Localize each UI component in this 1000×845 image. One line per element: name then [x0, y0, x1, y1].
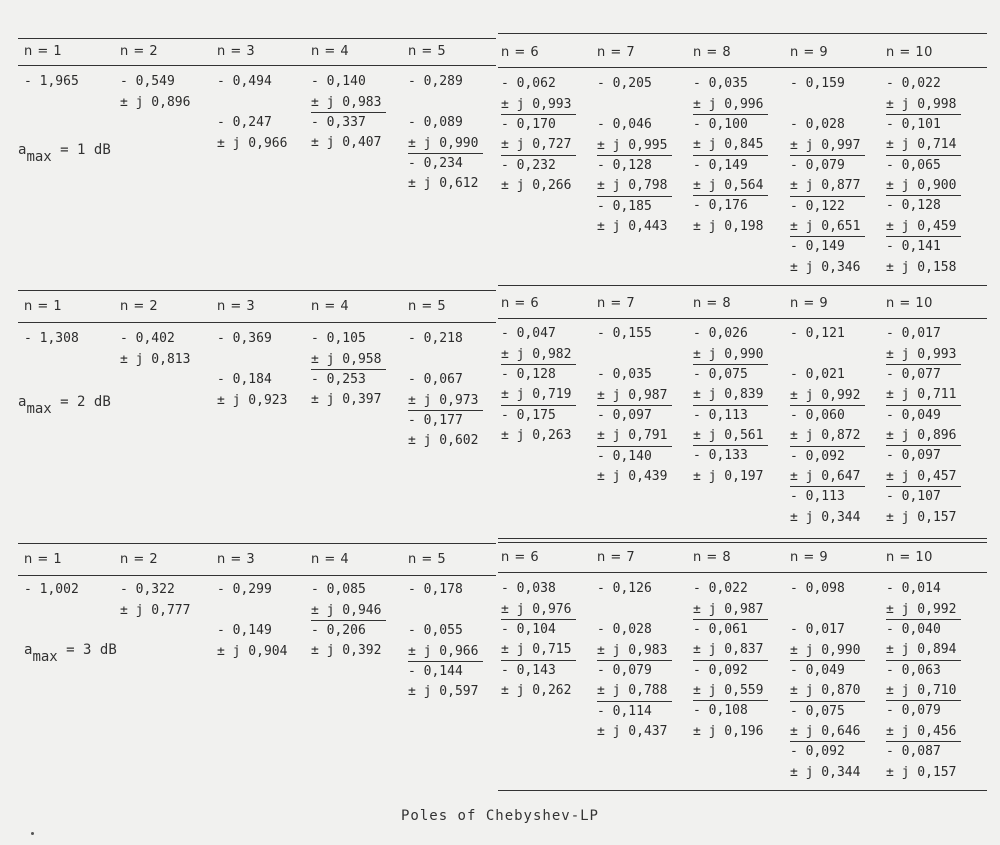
pole-imag-part: ± j 0,157 [886, 509, 957, 525]
column-header-n2: n = 2 [120, 552, 159, 567]
pole-real-part [217, 601, 287, 622]
column-header-n10: n = 10 [886, 296, 933, 311]
pole-imag-part: ± j 0,946 [311, 601, 386, 621]
pole-real-part: - 0,089 [408, 115, 463, 130]
pole-real-part: - 0,049 [790, 662, 845, 678]
pole-real-part: - 0,065 [886, 157, 941, 173]
pole-real-part: - 0,121 [790, 326, 845, 341]
pole-imag-part: ± j 0,993 [886, 345, 961, 365]
pole-column-n5 [408, 329, 483, 452]
pole-real-part: - 0,143 [501, 662, 556, 678]
pole-real-part: - 0,060 [790, 407, 845, 423]
table-caption: Poles of Chebyshev-LP [400, 808, 599, 824]
pole-imag-part: ± j 0,966 [217, 135, 288, 151]
pole-imag-part: ± j 0,904 [217, 643, 288, 659]
pole-real-part: - 0,062 [501, 76, 556, 91]
pole-imag-part: ± j 0,457 [886, 467, 961, 487]
pole-column-n10 [886, 579, 961, 783]
column-header-n9: n = 9 [790, 550, 829, 565]
pole-imag-part: ± j 0,439 [597, 469, 668, 485]
pole-imag-part: ± j 0,923 [217, 392, 288, 408]
pole-real-part [408, 93, 483, 114]
pole-real-part: - 0,049 [886, 407, 941, 423]
amax-label: amax = 1 dB [18, 142, 111, 165]
top-rule-right [498, 33, 987, 34]
pole-imag-part: ± j 0,997 [790, 136, 865, 156]
pole-real-part [408, 601, 483, 622]
pole-imag-part: ± j 0,894 [886, 640, 961, 660]
pole-column-n10 [886, 74, 961, 278]
header-rule-right [498, 318, 987, 319]
pole-real-part: - 0,035 [597, 367, 652, 382]
pole-real-part: - 0,402 [120, 331, 175, 346]
pole-real-part: - 0,140 [311, 74, 366, 89]
pole-real-part: - 0,098 [790, 581, 845, 596]
pole-real-part: - 0,337 [311, 114, 366, 130]
pole-real-part [790, 345, 865, 366]
pole-imag-part: ± j 0,597 [408, 684, 479, 700]
pole-column-n6 [501, 74, 576, 197]
pole-column-n9 [790, 579, 865, 783]
pole-imag-part: ± j 0,990 [790, 641, 865, 661]
pole-imag-part: ± j 0,966 [408, 642, 483, 662]
pole-column-n8 [693, 579, 768, 742]
pole-real-part: - 0,128 [501, 366, 556, 382]
pole-imag-part: ± j 0,196 [693, 723, 764, 739]
column-header-n1: n = 1 [24, 299, 63, 314]
pole-real-part [597, 95, 672, 116]
pole-imag-part: ± j 0,456 [886, 722, 961, 742]
column-header-n3: n = 3 [217, 44, 256, 59]
pole-column-n7 [597, 324, 672, 488]
pole-column-n4 [311, 580, 386, 662]
column-header-n4: n = 4 [311, 552, 350, 567]
pole-real-part: - 0,369 [217, 331, 272, 346]
pole-real-part: - 0,085 [311, 582, 366, 597]
pole-imag-part: ± j 0,346 [790, 259, 861, 275]
pole-imag-part: ± j 0,992 [886, 600, 961, 620]
column-header-n8: n = 8 [693, 45, 732, 60]
pole-real-part: - 0,017 [886, 326, 941, 341]
column-header-n5: n = 5 [408, 299, 447, 314]
pole-real-part: - 0,133 [693, 448, 748, 464]
pole-real-part: - 0,185 [597, 198, 652, 214]
pole-imag-part: ± j 0,896 [886, 426, 961, 446]
pole-real-part: - 1,965 [24, 74, 79, 89]
pole-column-n5 [408, 580, 483, 703]
pole-real-part [790, 95, 865, 116]
pole-real-part: - 0,144 [408, 663, 463, 679]
pole-imag-part: ± j 0,344 [790, 509, 861, 525]
column-header-n1: n = 1 [24, 552, 63, 567]
pole-real-part: - 0,055 [408, 623, 463, 638]
column-header-n9: n = 9 [790, 296, 829, 311]
header-rule-right [498, 572, 987, 573]
top-rule-right-2 [498, 542, 987, 543]
pole-imag-part: ± j 0,561 [693, 426, 768, 446]
speck-mark [31, 832, 34, 835]
top-rule-right [498, 285, 987, 286]
pole-column-n3 [217, 72, 287, 154]
pole-real-part [217, 350, 287, 371]
pole-real-part [597, 345, 672, 366]
pole-imag-part: ± j 0,710 [886, 681, 961, 701]
header-rule-left [18, 575, 496, 576]
pole-real-part: - 0,022 [886, 76, 941, 91]
amax-label: amax = 3 dB [24, 642, 117, 665]
pole-imag-part: ± j 0,896 [120, 94, 191, 110]
pole-real-part: - 0,079 [790, 157, 845, 173]
pole-imag-part: ± j 0,990 [693, 345, 768, 365]
pole-imag-part: ± j 0,798 [597, 176, 672, 196]
column-header-n6: n = 6 [501, 45, 540, 60]
pole-column-n8 [693, 324, 768, 487]
column-header-n4: n = 4 [311, 44, 350, 59]
pole-imag-part: ± j 0,646 [790, 722, 865, 742]
pole-real-part: - 0,092 [693, 662, 748, 678]
pole-imag-part: ± j 0,647 [790, 467, 865, 487]
pole-column-n2 [120, 329, 190, 370]
pole-real-part: - 0,205 [597, 76, 652, 91]
pole-real-part: - 0,107 [886, 489, 941, 505]
pole-real-part: - 0,100 [693, 116, 748, 132]
pole-real-part: - 0,175 [501, 407, 556, 423]
top-rule-left [18, 290, 496, 291]
pole-imag-part: ± j 0,995 [597, 136, 672, 156]
pole-real-part: - 0,184 [217, 372, 272, 387]
pole-real-part: - 0,061 [693, 621, 748, 637]
column-header-n1: n = 1 [24, 44, 63, 59]
pole-real-part: - 1,308 [24, 331, 79, 346]
column-header-n7: n = 7 [597, 45, 636, 60]
column-header-n8: n = 8 [693, 296, 732, 311]
pole-real-part: - 0,234 [408, 155, 463, 171]
pole-real-part: - 0,097 [886, 448, 941, 464]
bottom-rule-right [498, 790, 987, 791]
pole-real-part: - 0,149 [790, 239, 845, 255]
pole-real-part: - 0,141 [886, 239, 941, 255]
pole-imag-part: ± j 0,987 [597, 386, 672, 406]
pole-imag-part: ± j 0,900 [886, 176, 961, 196]
pole-column-n1 [24, 72, 79, 93]
pole-real-part: - 0,494 [217, 74, 272, 89]
pole-real-part: - 0,101 [886, 116, 941, 132]
pole-column-n1 [24, 580, 79, 601]
pole-real-part: - 0,253 [311, 371, 366, 387]
pole-real-part: - 0,035 [693, 76, 748, 91]
pole-real-part [408, 350, 483, 371]
column-header-n10: n = 10 [886, 550, 933, 565]
pole-column-n7 [597, 579, 672, 743]
column-header-n5: n = 5 [408, 552, 447, 567]
pole-real-part: - 0,026 [693, 326, 748, 341]
pole-imag-part: ± j 0,564 [693, 176, 768, 196]
pole-real-part: - 0,087 [886, 744, 941, 760]
pole-real-part: - 0,108 [693, 703, 748, 719]
pole-imag-part: ± j 0,982 [501, 345, 576, 365]
pole-column-n2 [120, 72, 190, 113]
pole-imag-part: ± j 0,839 [693, 385, 768, 405]
pole-real-part: - 0,028 [597, 622, 652, 637]
pole-column-n1 [24, 329, 79, 350]
pole-imag-part: ± j 0,602 [408, 433, 479, 449]
pole-real-part: - 0,322 [120, 582, 175, 597]
pole-column-n8 [693, 74, 768, 237]
pole-imag-part: ± j 0,397 [311, 392, 382, 408]
pole-real-part: - 0,017 [790, 622, 845, 637]
column-header-n5: n = 5 [408, 44, 447, 59]
pole-imag-part: ± j 0,266 [501, 178, 572, 194]
pole-imag-part: ± j 0,958 [311, 350, 386, 370]
pole-real-part: - 0,040 [886, 621, 941, 637]
pole-imag-part: ± j 0,983 [597, 641, 672, 661]
column-header-n6: n = 6 [501, 296, 540, 311]
pole-imag-part: ± j 0,344 [790, 764, 861, 780]
pole-imag-part: ± j 0,727 [501, 135, 576, 155]
pole-real-part: - 0,178 [408, 582, 463, 597]
pole-column-n4 [311, 329, 386, 411]
pole-real-part: - 0,028 [790, 117, 845, 132]
pole-real-part: - 0,218 [408, 331, 463, 346]
pole-column-n6 [501, 579, 576, 702]
pole-real-part: - 0,299 [217, 582, 272, 597]
pole-imag-part: ± j 0,993 [501, 95, 576, 115]
pole-real-part: - 0,549 [120, 74, 175, 89]
pole-column-n3 [217, 329, 287, 411]
column-header-n7: n = 7 [597, 296, 636, 311]
pole-real-part: - 0,092 [790, 448, 845, 464]
pole-real-part: - 0,128 [597, 157, 652, 173]
pole-imag-part: ± j 0,845 [693, 135, 768, 155]
header-rule-left [18, 322, 496, 323]
column-header-n8: n = 8 [693, 550, 732, 565]
pole-column-n9 [790, 324, 865, 528]
pole-real-part: - 0,079 [597, 662, 652, 678]
top-rule-left [18, 543, 496, 544]
pole-imag-part: ± j 0,263 [501, 428, 572, 444]
pole-column-n2 [120, 580, 190, 621]
pole-real-part: - 0,126 [597, 581, 652, 596]
pole-imag-part: ± j 0,990 [408, 134, 483, 154]
pole-imag-part: ± j 0,813 [120, 351, 191, 367]
column-header-n3: n = 3 [217, 299, 256, 314]
pole-imag-part: ± j 0,157 [886, 764, 957, 780]
pole-imag-part: ± j 0,788 [597, 681, 672, 701]
pole-real-part: - 0,140 [597, 448, 652, 464]
column-header-n2: n = 2 [120, 299, 159, 314]
header-rule-left [18, 65, 496, 66]
pole-real-part: - 0,092 [790, 744, 845, 760]
pole-imag-part: ± j 0,996 [693, 95, 768, 115]
pole-real-part: - 0,077 [886, 366, 941, 382]
pole-real-part: - 0,176 [693, 198, 748, 214]
pole-imag-part: ± j 0,158 [886, 259, 957, 275]
pole-imag-part: ± j 0,197 [693, 468, 764, 484]
column-header-n9: n = 9 [790, 45, 829, 60]
column-header-n7: n = 7 [597, 550, 636, 565]
column-header-n4: n = 4 [311, 299, 350, 314]
pole-imag-part: ± j 0,651 [790, 217, 865, 237]
pole-real-part: - 0,014 [886, 581, 941, 596]
pole-imag-part: ± j 0,612 [408, 176, 479, 192]
pole-real-part: - 0,206 [311, 622, 366, 638]
column-header-n2: n = 2 [120, 44, 159, 59]
pole-real-part: - 0,232 [501, 157, 556, 173]
pole-real-part [217, 93, 287, 114]
pole-imag-part: ± j 0,983 [311, 93, 386, 113]
pole-imag-part: ± j 0,777 [120, 602, 191, 618]
pole-real-part: - 0,114 [597, 703, 652, 719]
pole-imag-part: ± j 0,987 [693, 600, 768, 620]
pole-column-n3 [217, 580, 287, 662]
pole-real-part: - 0,047 [501, 326, 556, 341]
pole-imag-part: ± j 0,711 [886, 385, 961, 405]
pole-real-part: - 0,122 [790, 198, 845, 214]
pole-real-part: - 0,022 [693, 581, 748, 596]
pole-real-part: - 0,075 [693, 366, 748, 382]
pole-real-part: - 0,289 [408, 74, 463, 89]
pole-imag-part: ± j 0,443 [597, 219, 668, 235]
pole-real-part: - 0,128 [886, 198, 941, 214]
pole-real-part: - 0,177 [408, 412, 463, 428]
pole-real-part: - 0,021 [790, 367, 845, 382]
pole-imag-part: ± j 0,715 [501, 640, 576, 660]
pole-real-part: - 0,149 [217, 623, 272, 638]
pole-real-part: - 0,247 [217, 115, 272, 130]
column-header-n10: n = 10 [886, 45, 933, 60]
pole-column-n10 [886, 324, 961, 528]
top-rule-left [18, 38, 496, 39]
pole-real-part: - 0,063 [886, 662, 941, 678]
pole-real-part: - 0,075 [790, 703, 845, 719]
pole-real-part: - 1,002 [24, 582, 79, 597]
pole-real-part: - 0,113 [790, 489, 845, 505]
top-rule-right [498, 538, 987, 539]
pole-real-part [790, 600, 865, 621]
pole-column-n6 [501, 324, 576, 447]
pole-imag-part: ± j 0,719 [501, 385, 576, 405]
pole-real-part [597, 600, 672, 621]
pole-real-part: - 0,170 [501, 116, 556, 132]
pole-real-part: - 0,104 [501, 621, 556, 637]
pole-imag-part: ± j 0,837 [693, 640, 768, 660]
pole-imag-part: ± j 0,976 [501, 600, 576, 620]
amax-label: amax = 2 dB [18, 394, 111, 417]
pole-imag-part: ± j 0,262 [501, 683, 572, 699]
pole-column-n9 [790, 74, 865, 278]
pole-imag-part: ± j 0,872 [790, 426, 865, 446]
pole-real-part: - 0,046 [597, 117, 652, 132]
pole-column-n4 [311, 72, 386, 154]
pole-imag-part: ± j 0,998 [886, 95, 961, 115]
pole-real-part: - 0,067 [408, 372, 463, 387]
pole-real-part: - 0,113 [693, 407, 748, 423]
pole-real-part: - 0,097 [597, 407, 652, 423]
column-header-n6: n = 6 [501, 550, 540, 565]
pole-column-n7 [597, 74, 672, 238]
pole-imag-part: ± j 0,870 [790, 681, 865, 701]
pole-column-n5 [408, 72, 483, 195]
pole-imag-part: ± j 0,973 [408, 391, 483, 411]
pole-imag-part: ± j 0,437 [597, 724, 668, 740]
pole-imag-part: ± j 0,407 [311, 135, 382, 151]
pole-real-part: - 0,038 [501, 581, 556, 596]
pole-imag-part: ± j 0,714 [886, 135, 961, 155]
pole-imag-part: ± j 0,877 [790, 176, 865, 196]
pole-real-part: - 0,149 [693, 157, 748, 173]
pole-real-part: - 0,159 [790, 76, 845, 91]
pole-imag-part: ± j 0,559 [693, 681, 768, 701]
pole-real-part: - 0,155 [597, 326, 652, 341]
pole-imag-part: ± j 0,459 [886, 217, 961, 237]
pole-imag-part: ± j 0,198 [693, 218, 764, 234]
pole-imag-part: ± j 0,992 [790, 386, 865, 406]
pole-imag-part: ± j 0,791 [597, 426, 672, 446]
pole-real-part: - 0,079 [886, 703, 941, 719]
pole-real-part: - 0,105 [311, 331, 366, 346]
column-header-n3: n = 3 [217, 552, 256, 567]
pole-imag-part: ± j 0,392 [311, 643, 382, 659]
header-rule-right [498, 67, 987, 68]
